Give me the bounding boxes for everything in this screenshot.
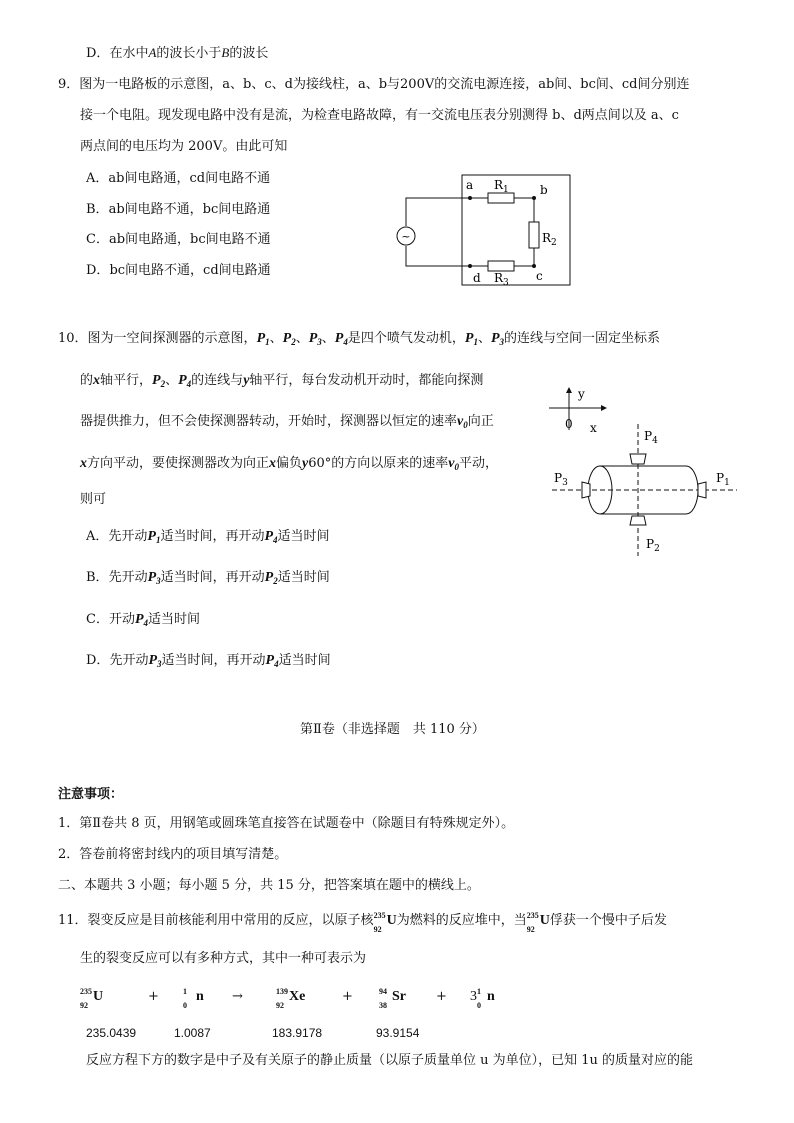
label-p1: $P_1$ — [716, 471, 730, 488]
thruster-p4-icon — [630, 454, 646, 464]
thruster-p1-icon — [698, 482, 706, 498]
q10-stem-line5: 则可 — [80, 492, 107, 507]
q8-option-d: D．在水中A的波长小于B的波长 — [86, 45, 269, 61]
circuit-board-diagram — [390, 172, 576, 288]
label-r3: $R_3$ — [494, 271, 509, 288]
mass-sr94: 93.9154 — [376, 1026, 420, 1040]
q11-stem-line1: 11．裂变反应是目前核能利用中常用的反应，以原子核 235 92 U为燃料的反应堆中，当 235 92 U俘获一个慢中子后发 — [58, 911, 667, 934]
q10-stem-line4: x方向平动，要使探测器改为向正x偏负y60°的方向以原来的速率$v_0$平动， — [80, 456, 499, 472]
terminal-c — [532, 264, 536, 268]
axis-label-x: x — [590, 421, 597, 435]
section2-title: 第Ⅱ卷（非选择题 共 110 分） — [300, 722, 485, 737]
nuclide-u235: 235 92 U — [80, 987, 104, 1010]
q11-stem-line2: 生的裂变反应可以有多种方式，其中一种可表示为 — [80, 951, 367, 966]
q10-option-c: C．开动$P_4$适当时间 — [86, 612, 201, 628]
q10-stem-line3: 器提供推力，但不会使探测器转动，开始时，探测器以恒定的速率$v_0$向正 — [80, 414, 494, 430]
label-c: c — [536, 269, 543, 283]
q9-option-b: B．ab间电路不通，bc间电路通 — [86, 202, 271, 217]
x-arrow-icon — [601, 405, 607, 411]
axis-origin: 0 — [565, 417, 573, 431]
q9-option-c: C．ab间电路通，bc间电路不通 — [86, 232, 271, 247]
board-outline — [462, 175, 570, 285]
q11-stem-line3: 反应方程下方的数字是中子及有关原子的静止质量（以原子质量单位 u 为单位），已知 1u 的质量对应的能 — [86, 1053, 694, 1068]
source-wire-top — [406, 198, 470, 226]
q9-stem-line3: 两点间的电压均为 200V。由此可知 — [80, 139, 288, 154]
notes-heading: 注意事项： — [58, 787, 124, 802]
notes-item-2: 2．答卷前将密封线内的项目填写清楚。 — [58, 847, 288, 862]
label-p2: $P_2$ — [646, 537, 660, 554]
nuclide-neutron: 1 0 n — [183, 987, 204, 1010]
label-p4: $P_4$ — [644, 429, 658, 446]
thruster-p3-icon — [582, 482, 590, 498]
q10-stem-line1: 10．图为一空间探测器的示意图，$P_1$、$P_2$、$P_3$、$P_4$是四个喷气发动机，$P_1$、$P_3$的连线与空间一固定坐标系 — [58, 331, 661, 347]
label-d: d — [473, 271, 481, 285]
label-r2: $R_2$ — [542, 231, 557, 248]
label-r1: $R_1$ — [494, 178, 509, 195]
resistor-r1 — [488, 193, 514, 203]
label-b: b — [540, 183, 548, 197]
q10-option-b: B．先开动$P_3$适当时间，再开动$P_2$适当时间 — [86, 570, 330, 586]
eq-arrow: → — [232, 989, 243, 1004]
eq-plus-2: + — [342, 989, 353, 1004]
notes-item-1: 1．第Ⅱ卷共 8 页，用钢笔或圆珠笔直接答在试题卷中（除题目有特殊规定外）。 — [58, 816, 515, 831]
y-arrow-icon — [566, 387, 572, 393]
nuclide-sr94: 94 38 Sr — [379, 987, 406, 1010]
q9-stem-line1: 9．图为一电路板的示意图，a、b、c、d为接线柱，a、b与200V的交流电源连接，ab间、bc间、cd间分别连 — [58, 77, 690, 92]
mass-u235: 235.0439 — [86, 1026, 137, 1040]
q9-option-a: A．ab间电路通，cd间电路不通 — [86, 171, 271, 186]
terminal-a — [468, 196, 472, 200]
mass-xe139: 183.9178 — [272, 1026, 323, 1040]
part2-instructions: 二、本题共 3 小题；每小题 5 分，共 15 分，把答案填在题中的横线上。 — [58, 878, 480, 893]
ac-source-symbol: ~ — [401, 230, 411, 243]
nuclide-xe139: 139 92 Xe — [276, 987, 306, 1010]
mass-neutron: 1.0087 — [174, 1026, 211, 1040]
terminal-b — [532, 196, 536, 200]
terminal-d — [468, 264, 472, 268]
resistor-r3 — [488, 261, 514, 271]
space-probe-diagram — [552, 424, 742, 559]
eq-plus-1: + — [148, 989, 159, 1004]
label-p3: $P_3$ — [554, 471, 568, 488]
q9-stem-line2: 接一个电阻。现发现电路中没有是流，为检查电路故障，有一交流电压表分别测得 b、d两点间以及 a、c — [80, 108, 679, 123]
nuclide-3-neutrons: 1 0 n — [477, 987, 495, 1010]
q10-option-a: A．先开动$P_1$适当时间，再开动$P_4$适当时间 — [86, 529, 330, 545]
resistor-r2 — [529, 222, 539, 248]
fission-equation — [80, 987, 104, 1010]
q10-option-d: D．先开动$P_3$适当时间，再开动$P_4$适当时间 — [86, 653, 331, 669]
q10-stem-line2: 的x轴平行，$P_2$、$P_4$的连线与y轴平行，每台发动机开动时，都能向探测 — [80, 373, 484, 389]
q9-option-d: D．bc间电路不通，cd间电路通 — [86, 263, 271, 278]
thruster-p2-icon — [630, 516, 646, 525]
source-wire-bottom — [406, 246, 470, 266]
label-a: a — [466, 178, 474, 192]
axis-label-y: y — [578, 387, 585, 401]
eq-plus-3: + — [436, 989, 447, 1004]
